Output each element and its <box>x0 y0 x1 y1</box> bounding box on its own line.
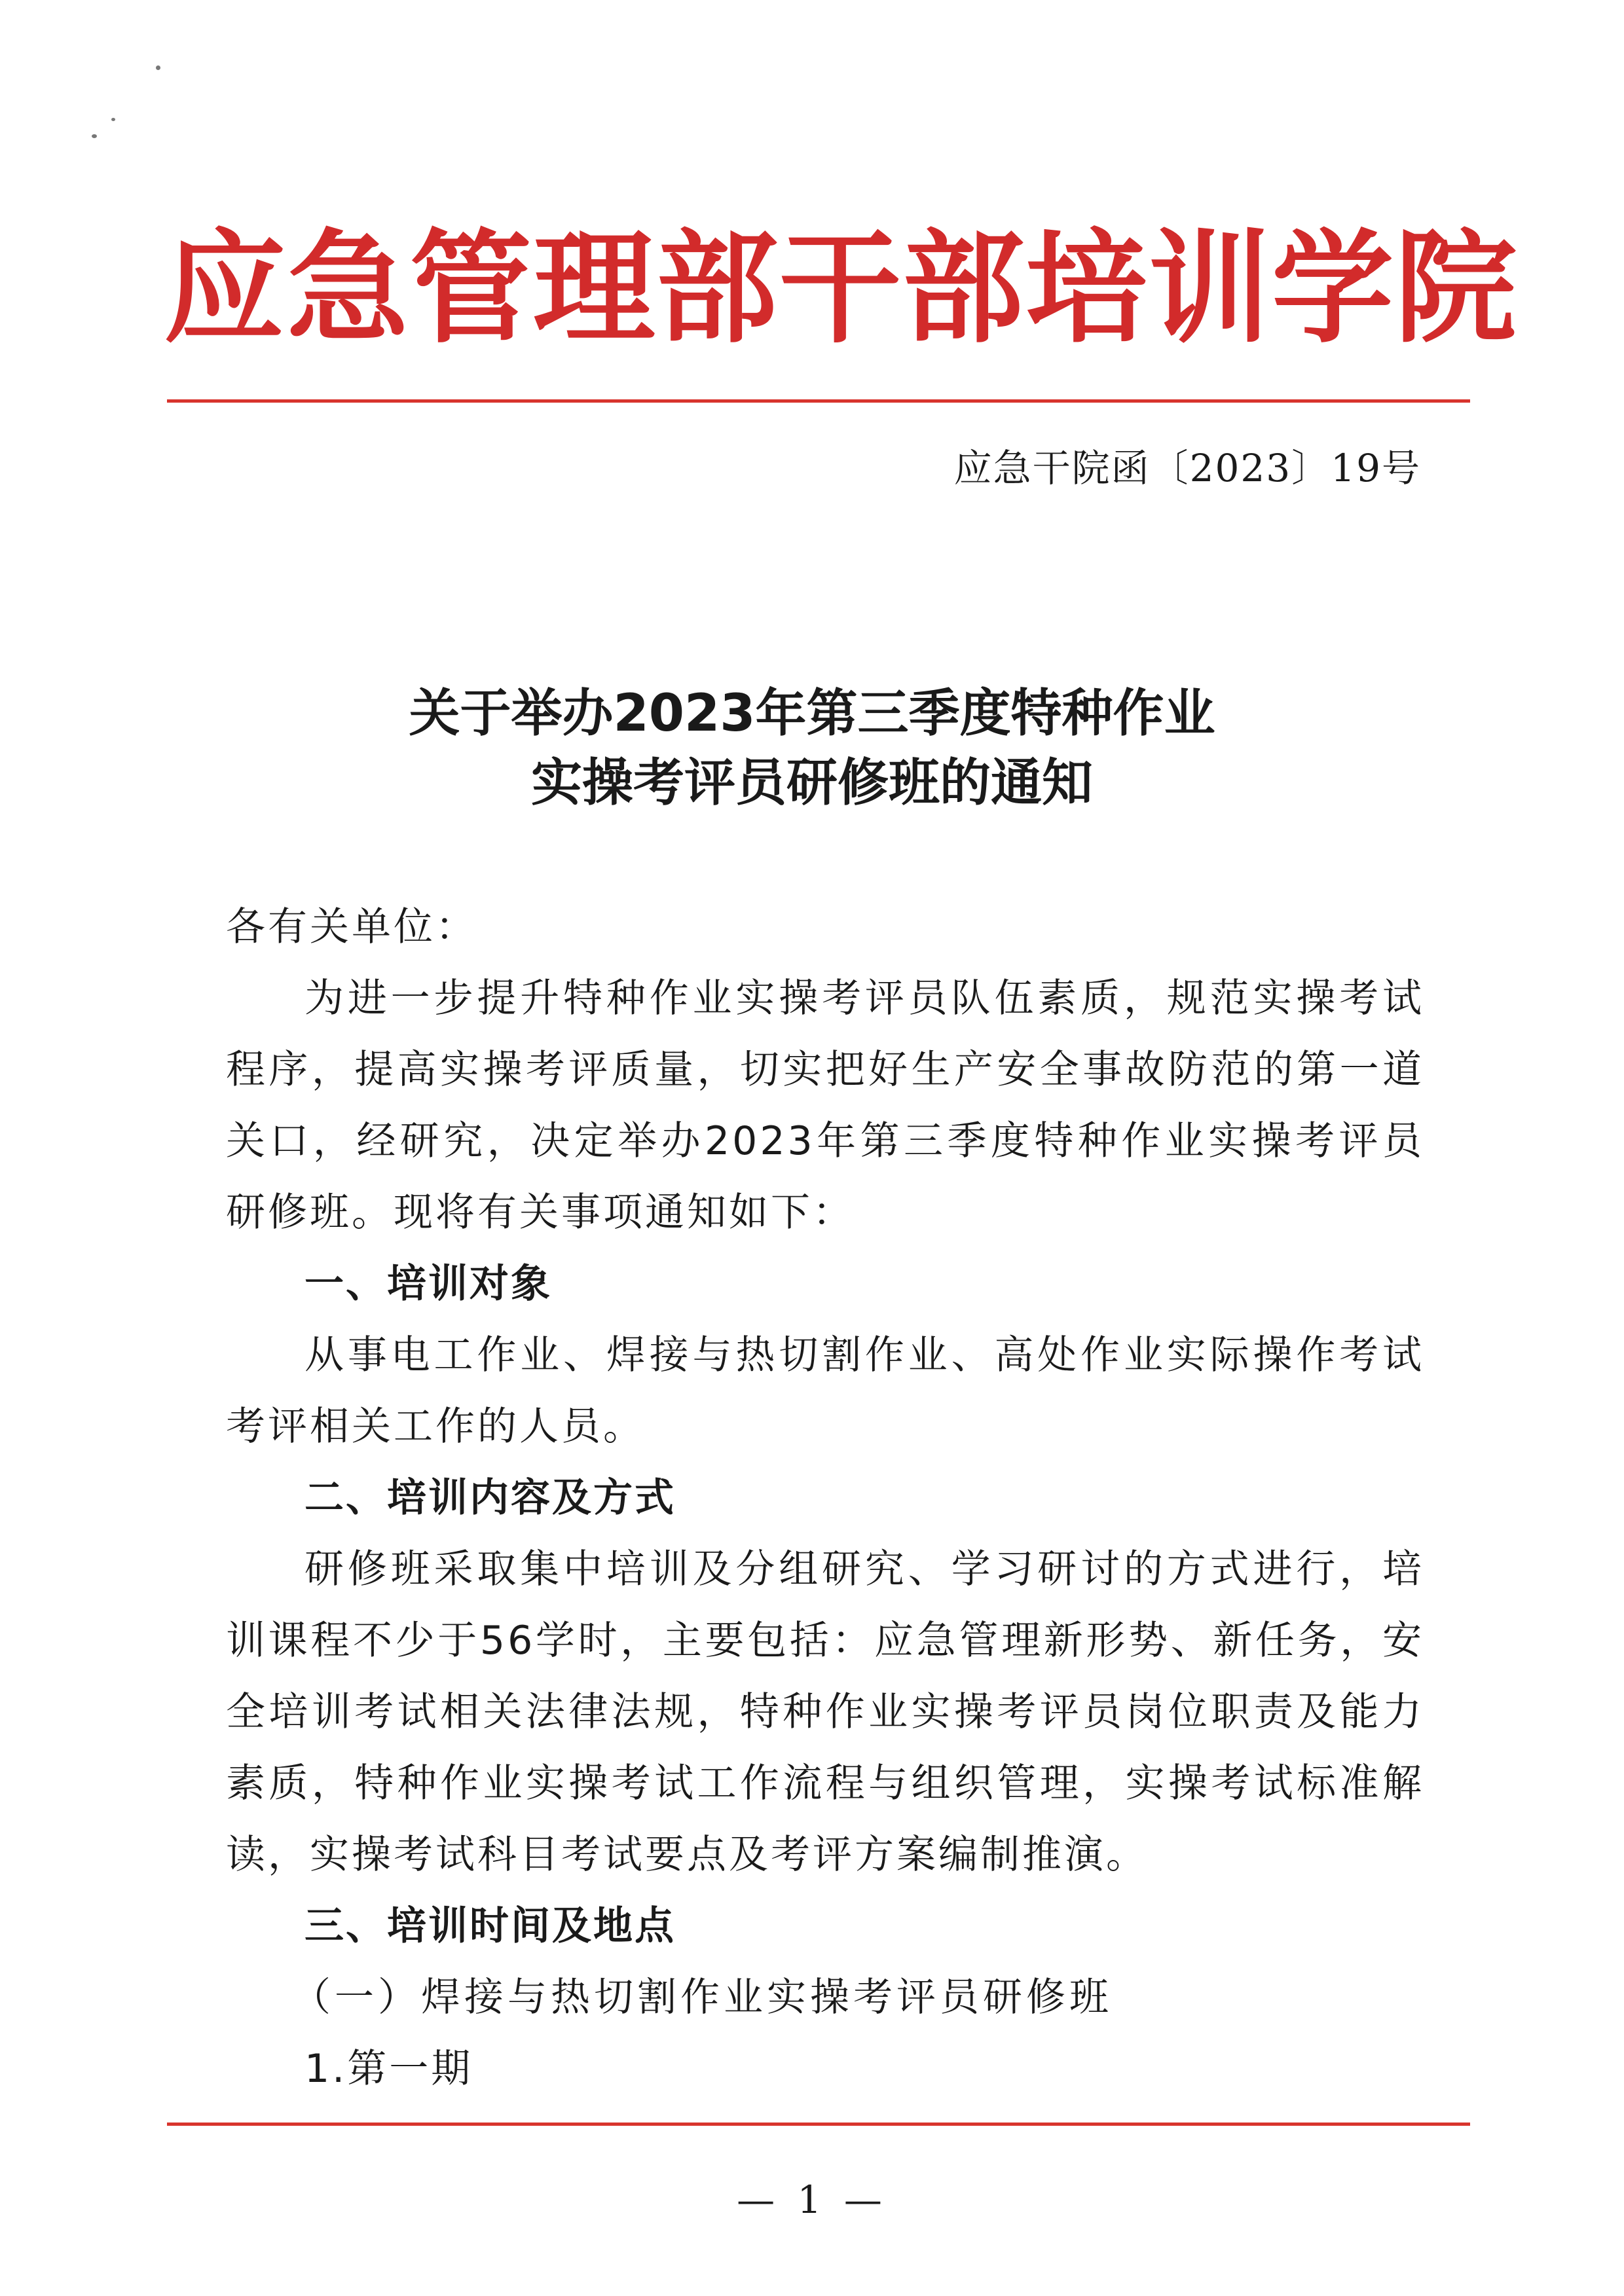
section-heading: 三、培训时间及地点 <box>304 1903 676 1949</box>
section-heading: 二、培训内容及方式 <box>304 1475 676 1521</box>
section-paragraph: 从事电工作业、焊接与热切割作业、高处作业实际操作考试考评相关工作的人员。 <box>226 1332 1424 1449</box>
salutation: 各有关单位： <box>226 904 477 950</box>
page-number: — 1 — <box>737 2178 887 2222</box>
footer-rule <box>167 2123 1470 2126</box>
notice-body <box>226 892 1424 2105</box>
document-number: 应急干院函〔2023〕19号 <box>953 446 1421 490</box>
list-item: 1.第一期 <box>304 2046 473 2092</box>
masthead-rule <box>167 399 1470 403</box>
section-paragraph: 研修班采取集中培训及分组研究、学习研讨的方式进行，培训课程不少于56学时，主要包括：应急管理新形势、新任务，安全培训考试相关法律法规，特种作业实操考评员岗位职责及能力素质，特种作业实操考试工作流程与组织管理，实操考试标准解读，实操考试科目考试要点及考评方案编制推演。 <box>226 1546 1424 1878</box>
subsection-heading: （一）焊接与热切割作业实操考评员研修班 <box>291 1975 1113 2020</box>
intro-paragraph: 为进一步提升特种作业实操考评员队伍素质，规范实操考试程序，提高实操考评质量，切实把好生产安全事故防范的第一道关口，经研究，决定举办2023年第三季度特种作业实操考评员研修班。现将有关事项通知如下： <box>226 975 1424 1235</box>
scan-speck <box>111 118 115 121</box>
notice-title-line1: 关于举办2023年第三季度特种作业 <box>409 684 1215 743</box>
scan-speck <box>92 134 97 138</box>
scan-speck <box>156 65 160 70</box>
org-masthead: 应急管理部干部培训学院 <box>164 216 1519 359</box>
section-heading: 一、培训对象 <box>304 1261 552 1307</box>
notice-title-line2: 实操考评员研修班的通知 <box>530 754 1093 812</box>
